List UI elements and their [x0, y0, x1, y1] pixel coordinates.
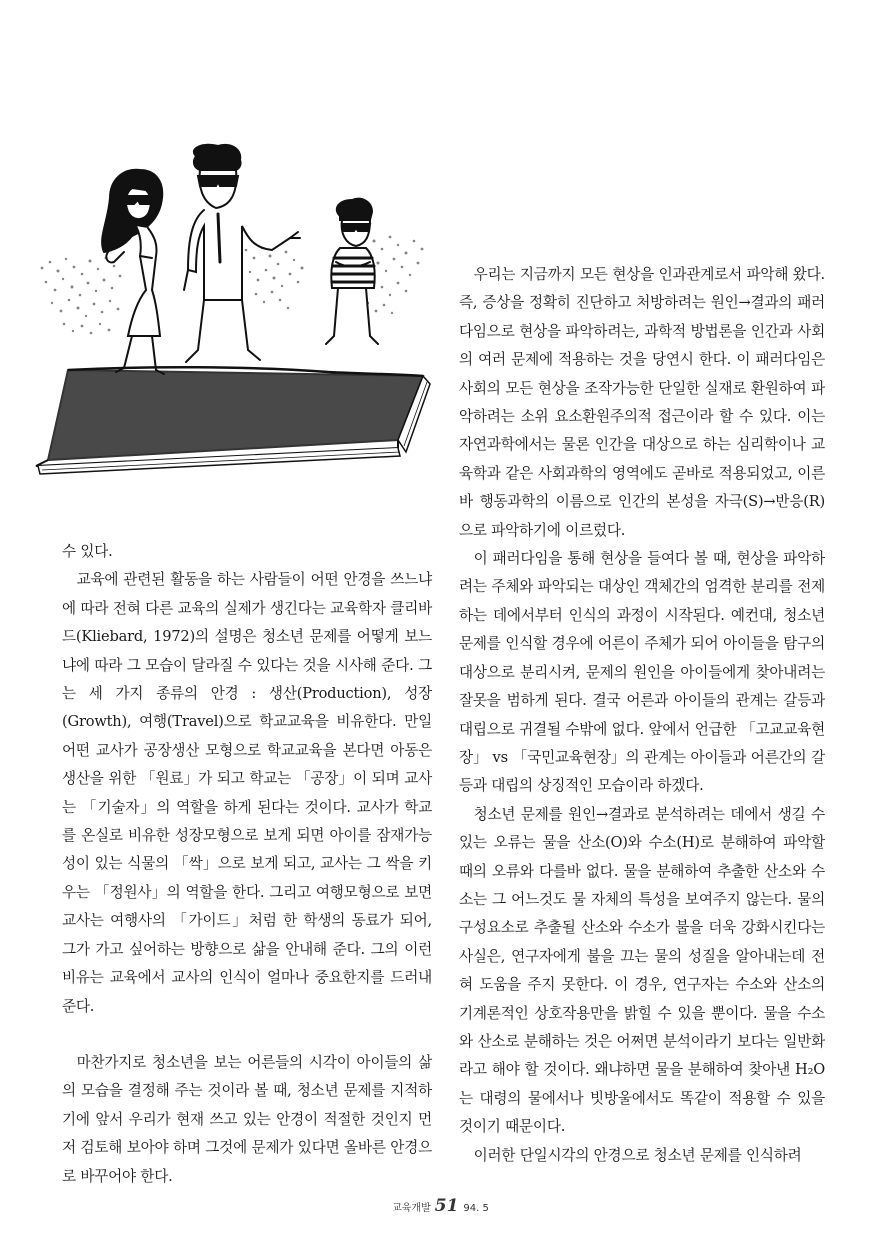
- page-number: 51: [434, 1196, 459, 1216]
- paragraph: 수 있다.: [62, 543, 113, 560]
- paragraph: 마찬가지로 청소년을 보는 어른들의 시각이 아이들의 삶의 모습을 결정해 주는 것이라 볼 때, 청소년 문제를 지적하기에 앞서 우리가 현재 쓰고 있는 안경이 적절한 것인지 먼저 검토해 보아야 하며 그것에 문제가 있다면 올바른 안경으로 바꾸어야 한다.: [62, 1053, 432, 1185]
- boy-figure: [326, 199, 378, 344]
- paragraph: 이 패러다임을 통해 현상을 들여다 볼 때, 현상을 파악하려는 주체와 파악되는 대상인 객체간의 엄격한 분리를 전제하는 데에서부터 인식의 과정이 시작된다. 예컨대, 청소년 문제를 인식할 경우에 어른이 주체가 되어 아이들을 탐구의 대상으로 분리시켜, 문제의 원인을 아이들에게 찾아내려는 잘못을 범하게 된다. 결국 어른과 아이들의 관계는 갈등과 대립으로 귀결될 수밖에 없다. 앞에서 언급한 「고교교육현장」 vs 「국민교육현장」의 관계는 아이들과 어른간의 갈등과 대립의 상징적인 모습이라 하겠다.: [459, 550, 825, 795]
- paragraph: 청소년 문제를 원인→결과로 분석하려는 데에서 생길 수 있는 오류는 물을 산소(O)와 수소(H)로 분해하여 파악할 때의 오류와 다를바 없다. 물을 분해하여 추출한 산소와 수소는 그 어느것도 물 자체의 특성을 보여주지 않는다. 물의 구성요소로 추출될 산소와 수소가 불을 더욱 강화시킨다는 사실은, 연구자에게 불을 끄는 물의 성질을 알아내는데 전혀 도움을 주지 못한다. 이 경우, 연구자는 수소와 산소의 기계론적인 상호작용만을 밝힐 수 있을 뿐이다. 물을 수소와 산소로 분해하는 것은 어쩌면 분석이라기 보다는 일반화라고 해야 할 것이다. 왜냐하면 물을 분해하여 찾아낸 H₂O는 대령의 물에서나 빗방울에서도 똑같이 적용할 수 있을 것이기 때문이다.: [459, 805, 825, 1136]
- paragraph: 교육에 관련된 활동을 하는 사람들이 어떤 안경을 쓰느냐에 따라 전혀 다른 교육의 실제가 생긴다는 교육학자 클리바드(Kliebard, 1972)의 설명은 청소년 문제를 어떻게 보느냐에 따라 그 모습이 달라질 수 있다는 것을 시사해 준다. 그는 세 가지 종류의 안경 : 생산(Production), 성장(Growth), 여행(Travel)으로 학교교육을 비유한다. 만일 어떤 교사가 공장생산 모형으로 학교교육을 본다면 아동은 생산을 위한 「원료」가 되고 학교는 「공장」이 되며 교사는 「기술자」의 역할을 하게 된다는 것이다. 교사가 학교를 온실로 비유한 성장모형으로 보게 되면 아이를 잠재가능성이 있는 식물의 「싹」으로 보게 되고, 교사는 그 싹을 키우는 「정원사」의 역할을 한다. 그리고 여행모형으로 보면 교사는 여행사의 「가이드」처럼 한 학생의 동료가 되어, 그가 가고 싶어하는 방향으로 삶을 안내해 준다. 그의 이런 비유는 교육에서 교사의 인식이 얼마나 중요한지를 드러내 준다.: [62, 571, 432, 1015]
- three-figures-with-sunglasses-on-book-icon: [28, 140, 438, 475]
- paragraph: 우리는 지금까지 모든 현상을 인과관계로서 파악해 왔다. 즉, 증상을 정확히 진단하고 처방하려는 원인→결과의 패러다임으로 현상을 파악하려는, 과학적 방법론을 인간과 사회의 여러 문제에 적용하는 것을 당연시 한다. 이 패러다임은 사회의 모든 현상을 조작가능한 단일한 실재로 환원하여 파악하려는 소위 요소환원주의적 접근이라 할 수 있다. 이는 자연과학에서는 물론 인간을 대상으로 하는 심리학이나 교육학과 같은 사회과학의 영역에도 곧바로 적용되었고, 이른바 행동과학의 이름으로 인간의 본성을 자극(S)→반응(R)으로 파악하기에 이르렀다.: [459, 266, 825, 539]
- man-figure: [184, 145, 300, 362]
- paragraph: 이러한 단일시각의 안경으로 청소년 문제를 인식하려: [473, 1146, 802, 1164]
- magazine-title: 교육개발: [392, 1203, 431, 1214]
- open-book: [36, 367, 430, 474]
- right-text-column: [459, 261, 825, 1170]
- woman-figure: [102, 170, 164, 374]
- issue-date: 94. 5: [463, 1203, 489, 1214]
- page-footer: [0, 1196, 881, 1216]
- left-text-column: [62, 538, 432, 1191]
